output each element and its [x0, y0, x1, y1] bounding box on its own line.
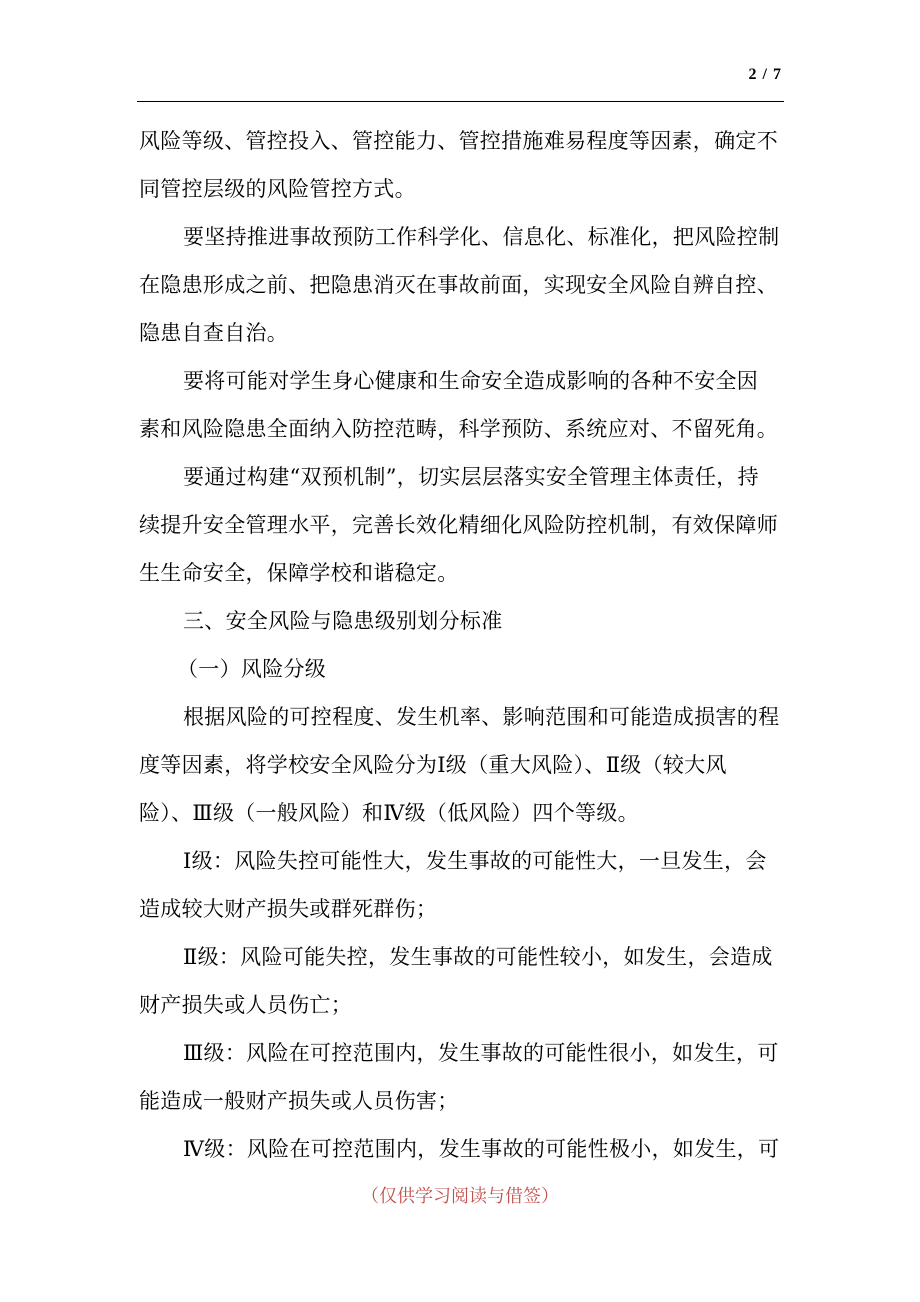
paragraph-line: Ⅱ级：风险可能失控，发生事故的可能性较小，如发生，会造成 — [183, 945, 773, 969]
section-heading: 三、安全风险与隐患级别划分标准 — [183, 609, 503, 633]
paragraph-line: 要坚持推进事故预防工作科学化、信息化、标准化，把风险控制 — [183, 225, 780, 249]
paragraph-line: 续提升安全管理水平，完善长效化精细化风险防控机制，有效保障师 — [139, 513, 778, 537]
paragraph-line: 根据风险的可控程度、发生机率、影响范围和可能造成损害的程 — [183, 705, 780, 729]
paragraph-line: 生生命安全，保障学校和谐稳定。 — [139, 561, 459, 585]
paragraph-line: 风险等级、管控投入、管控能力、管控措施难易程度等因素，确定不 — [139, 129, 778, 153]
paragraph-line: 度等因素，将学校安全风险分为Ⅰ级（重大风险）、Ⅱ级（较大风 — [139, 753, 727, 777]
paragraph-line: Ⅲ级：风险在可控范围内，发生事故的可能性很小，如发生，可 — [183, 1041, 779, 1065]
paragraph-line: 财产损失或人员伤亡； — [139, 993, 352, 1017]
header-divider — [137, 101, 784, 102]
paragraph-line: Ⅰ级：风险失控可能性大，发生事故的可能性大，一旦发生，会 — [183, 849, 767, 873]
paragraph-line: Ⅳ级：风险在可控范围内，发生事故的可能性极小，如发生，可 — [183, 1137, 780, 1161]
paragraph-line: 在隐患形成之前、把隐患消灭在事故前面，实现安全风险自辨自控、 — [139, 273, 778, 297]
paragraph-line: 隐患自查自治。 — [139, 321, 289, 345]
document-body — [139, 117, 787, 1173]
paragraph-line: 要通过构建“双预机制”，切实层层落实安全管理主体责任，持 — [183, 465, 759, 489]
subsection-heading: （一）风险分级 — [177, 657, 327, 681]
paragraph-line: 能造成一般财产损失或人员伤害； — [139, 1089, 459, 1113]
page-number: 2 / 7 — [748, 66, 782, 83]
paragraph-line: 要将可能对学生身心健康和生命安全造成影响的各种不安全因 — [183, 369, 759, 393]
paragraph-line: 同管控层级的风险管控方式。 — [139, 177, 416, 201]
paragraph-line: 险）、Ⅲ级（一般风险）和Ⅳ级（低风险）四个等级。 — [139, 801, 639, 825]
paragraph-line: 素和风险隐患全面纳入防控范畴，科学预防、系统应对、不留死角。 — [139, 417, 778, 441]
paragraph-line: 造成较大财产损失或群死群伤； — [139, 897, 438, 921]
footer-note: （仅供学习阅读与借签） — [361, 1186, 559, 1207]
